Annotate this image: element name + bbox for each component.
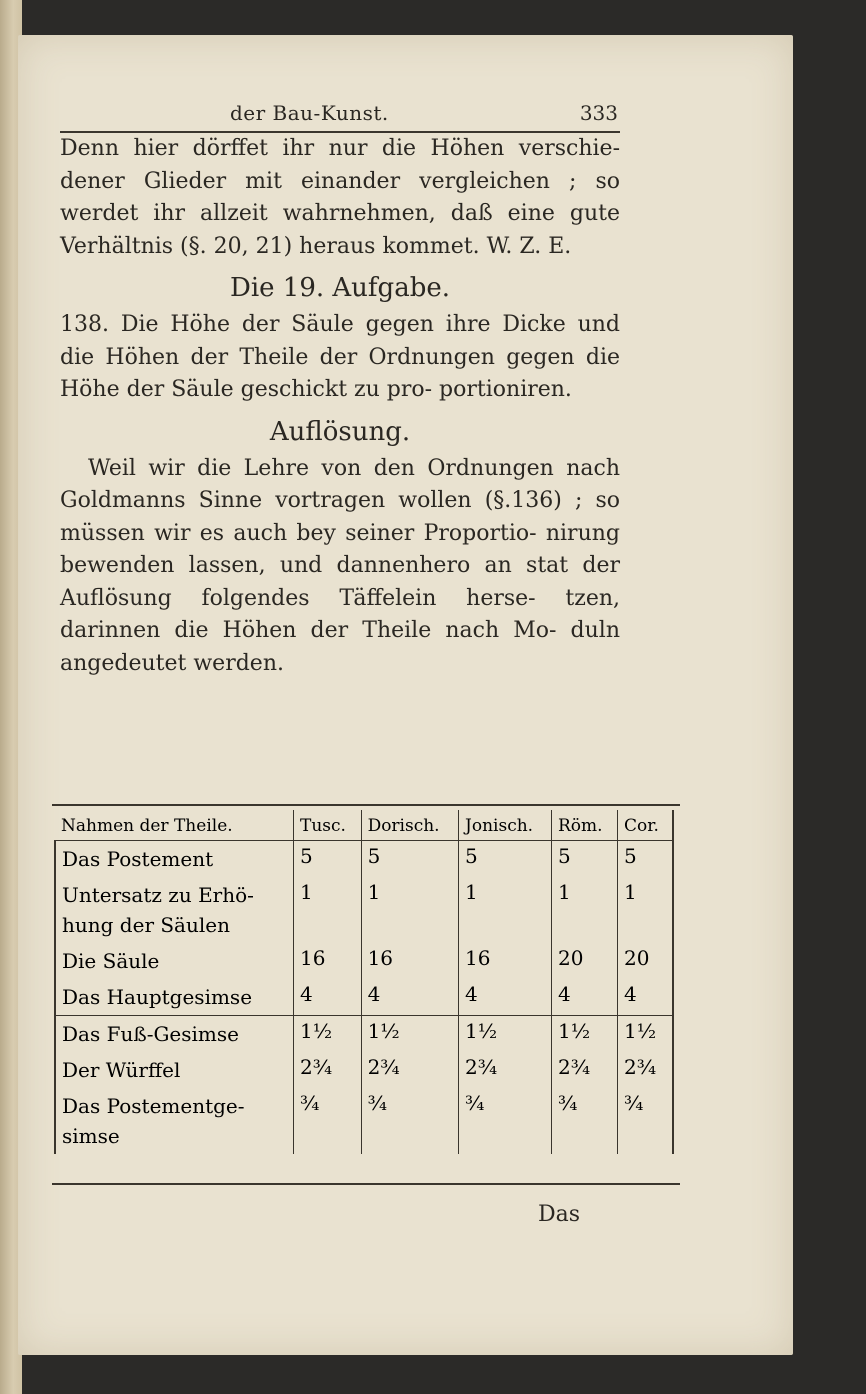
table-body: [55, 841, 673, 1155]
row-value: ¾: [617, 1088, 673, 1154]
row-value: 1½: [459, 1016, 552, 1053]
row-value: 4: [361, 979, 458, 1016]
task-paragraph: 138. Die Höhe der Säule gegen ihre Dicke und die Höhen der Theile der Ordnungen gegen die Höhe der Säule geschickt zu pro- portioniren.: [60, 312, 620, 402]
table-bottom-rule: [52, 1183, 680, 1185]
row-value: 5: [617, 841, 673, 878]
row-name: Der Würffel: [55, 1052, 294, 1088]
row-value: 20: [551, 943, 617, 979]
table-row: [55, 1016, 673, 1053]
task-heading: Die 19. Aufgabe.: [229, 273, 450, 303]
row-value: 16: [459, 943, 552, 979]
row-value: 4: [551, 979, 617, 1016]
row-value: 1½: [617, 1016, 673, 1053]
row-value: ¾: [459, 1088, 552, 1154]
book-page: [18, 35, 793, 1355]
table-row: [55, 1052, 673, 1088]
row-value: ¾: [551, 1088, 617, 1154]
running-head: [60, 95, 620, 127]
row-value: ¾: [361, 1088, 458, 1154]
row-name: Das Postement: [55, 841, 294, 878]
row-value: 1: [459, 877, 552, 943]
row-value: 1½: [294, 1016, 362, 1053]
row-value: 5: [361, 841, 458, 878]
header-tuscan: Tusc.: [294, 810, 362, 841]
row-name: Untersatz zu Erhö- hung der Säulen: [55, 877, 294, 943]
running-title: der Bau-Kunst.: [230, 101, 389, 125]
table-row: [55, 943, 673, 979]
row-value: 5: [551, 841, 617, 878]
row-value: 4: [459, 979, 552, 1016]
header-corinthian: Cor.: [617, 810, 673, 841]
row-value: 16: [361, 943, 458, 979]
row-value: 2¾: [459, 1052, 552, 1088]
row-value: 4: [617, 979, 673, 1016]
row-value: 2¾: [361, 1052, 458, 1088]
page-number: 333: [579, 101, 618, 125]
table-row: [55, 1088, 673, 1154]
page-content: [60, 95, 620, 680]
row-name: Das Fuß-Gesimse: [55, 1016, 294, 1053]
row-value: 2¾: [551, 1052, 617, 1088]
row-value: 1: [294, 877, 362, 943]
table-row: [55, 877, 673, 943]
header-roman: Röm.: [551, 810, 617, 841]
row-name: Das Hauptgesimse: [55, 979, 294, 1016]
table-row: [55, 841, 673, 878]
proportion-table-wrap: [54, 806, 674, 1154]
row-value: 20: [617, 943, 673, 979]
row-value: ¾: [294, 1088, 362, 1154]
row-value: 16: [294, 943, 362, 979]
row-name: Die Säule: [55, 943, 294, 979]
row-value: 2¾: [617, 1052, 673, 1088]
row-name: Das Postementge- simse: [55, 1088, 294, 1154]
header-doric: Dorisch.: [361, 810, 458, 841]
row-value: 1½: [551, 1016, 617, 1053]
catchword: Das: [538, 1202, 581, 1227]
table-row: [55, 979, 673, 1016]
paragraph-conclusion: Denn hier dörffet ihr nur die Höhen verschie- dener Glieder mit einander vergleichen ; so werdet ihr allzeit wahrnehmen, daß eine gute Verhältnis (§. 20, 21) heraus kommet. W. Z. E.: [60, 136, 620, 259]
body-text: [60, 133, 620, 680]
row-value: 1: [361, 877, 458, 943]
row-value: 1: [617, 877, 673, 943]
row-value: 5: [294, 841, 362, 878]
header-ionic: Jonisch.: [459, 810, 552, 841]
proportion-table: [54, 810, 674, 1154]
row-value: 1½: [361, 1016, 458, 1053]
row-value: 4: [294, 979, 362, 1016]
row-value: 5: [459, 841, 552, 878]
row-value: 1: [551, 877, 617, 943]
header-names: Nahmen der Theile.: [55, 810, 294, 841]
table-header-row: [55, 810, 673, 841]
solution-heading: Auflösung.: [269, 416, 411, 447]
row-value: 2¾: [294, 1052, 362, 1088]
solution-paragraph: Weil wir die Lehre von den Ordnungen nach Goldmanns Sinne vortragen wollen (§.136) ; so müssen wir es auch bey seiner Proportio- nirung bewenden lassen, und dannenhero an stat der Auflösung folgendes Täffelein herse- tzen, darinnen die Höhen der Theile nach Mo- duln angedeutet werden.: [60, 455, 620, 676]
